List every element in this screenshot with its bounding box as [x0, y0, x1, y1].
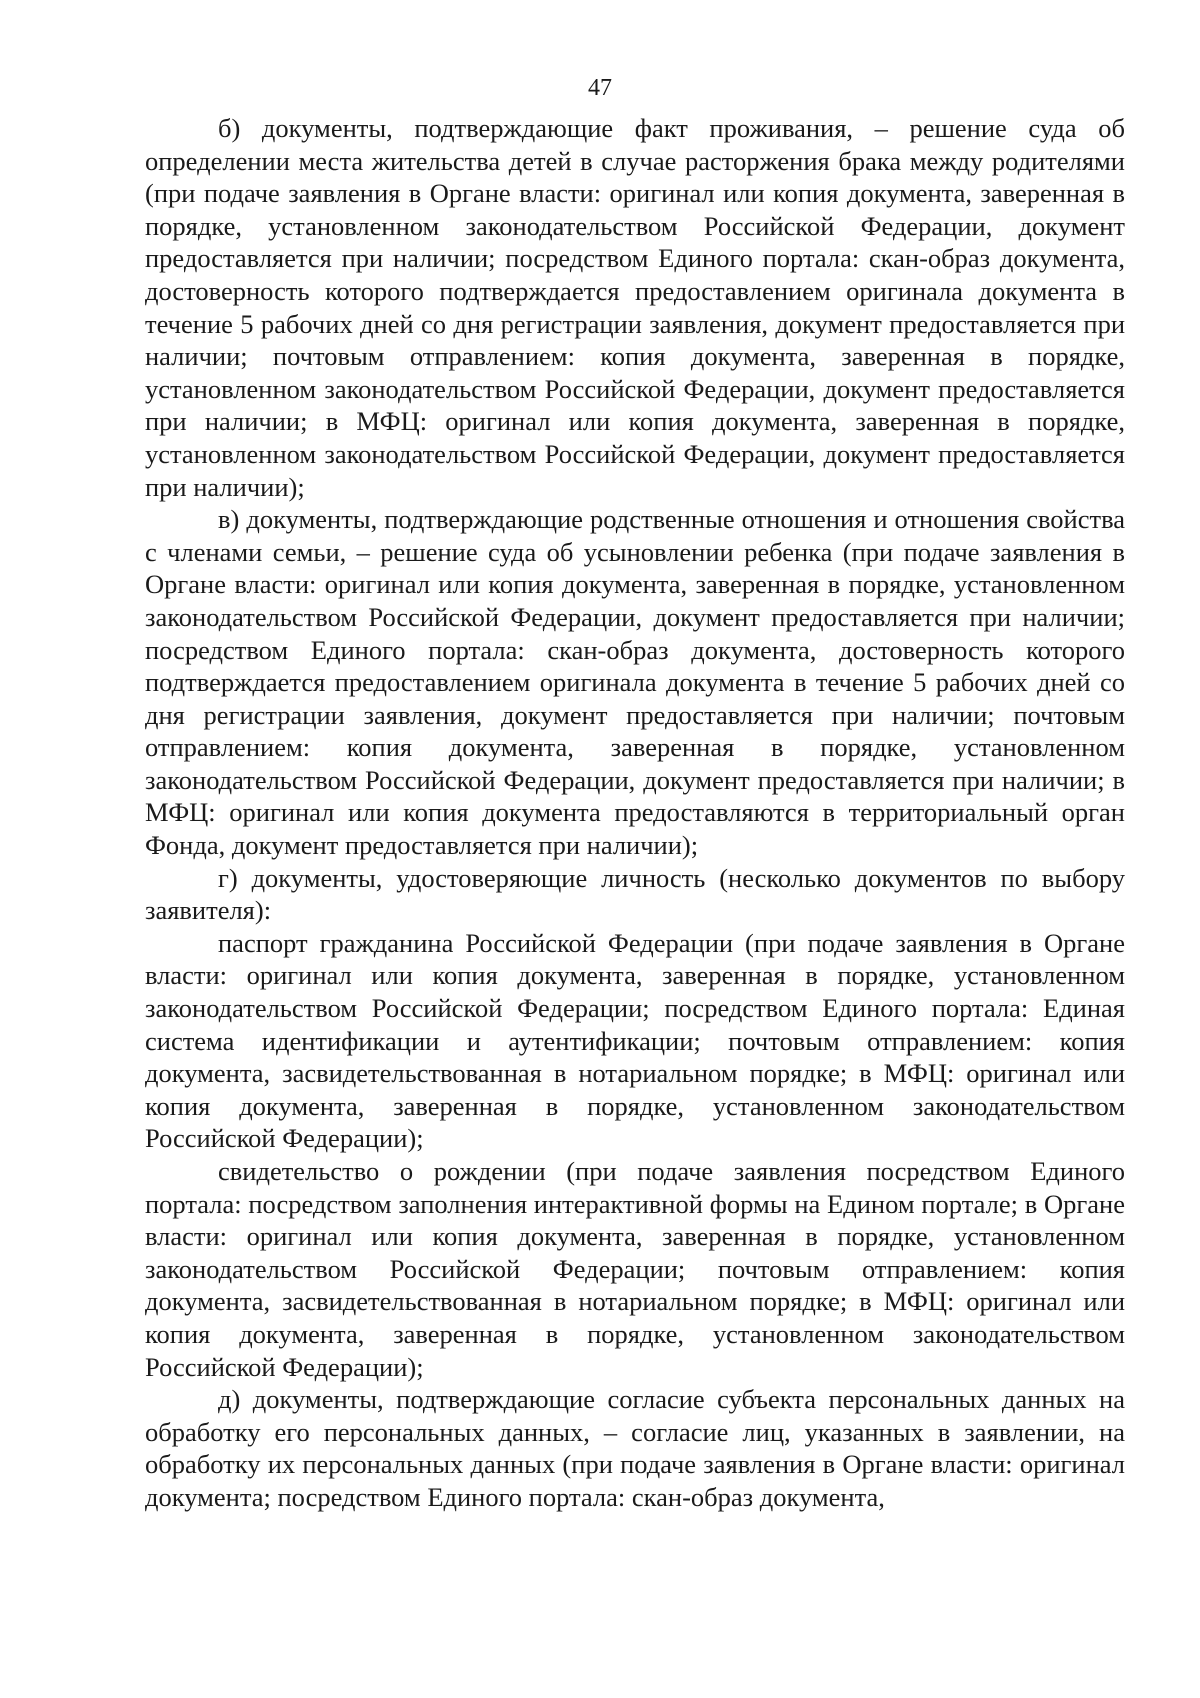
page-number: 47 — [588, 75, 612, 101]
paragraph-birth-certificate: свидетельство о рождении (при подаче заявления посредством Единого портала: посредством заполнения интерактивной формы на Едином портале; в Органе власти: оригинал или копия документа, заверенная в порядке, установленном законодательством Российской Федерации; почтовым отправлением: копия документа, засвидетельствованная в нотариальном порядке; в МФЦ: оригинал или копия документа, заверенная в порядке, установленном законодательством Российской Федерации); — [145, 1156, 1125, 1382]
paragraph-b-residence-documents: б) документы, подтверждающие факт проживания, – решение суда об определении места жительства детей в случае расторжения брака между родителями (при подаче заявления в Органе власти: оригинал или копия документа, заверенная в порядке, установленном законодательством Российской Федерации, документ предоставляется при наличии; посредством Единого портала: скан-образ документа, достоверность которого подтверждается предоставлением оригинала документа в течение 5 рабочих дней со дня регистрации заявления, документ предоставляется при наличии; почтовым отправлением: копия документа, заверенная в порядке, установленном законодательством Российской Федерации, документ предоставляется при наличии; в МФЦ: оригинал или копия документа, заверенная в порядке, установленном законодательством Российской Федерации, документ предоставляется при наличии); — [145, 113, 1125, 502]
paragraph-d-consent-documents: д) документы, подтверждающие согласие субъекта персональных данных на обработку его персональных данных, – согласие лиц, указанных в заявлении, на обработку их персональных данных (при подаче заявления в Органе власти: оригинал документа; посредством Единого портала: скан-образ документа, — [145, 1384, 1125, 1512]
paragraph-g-identity-documents: г) документы, удостоверяющие личность (несколько документов по выбору заявителя): — [145, 862, 1125, 926]
paragraph-v-kinship-documents: в) документы, подтверждающие родственные отношения и отношения свойства с членами семьи, – решение суда об усыновлении ребенка (при подаче заявления в Органе власти: оригинал или копия документа, заверенная в порядке, установленном законодательством Российской Федерации, документ предоставляется при наличии; посредством Единого портала: скан-образ документа, достоверность которого подтверждается предоставлением оригинала документа в течение 5 рабочих дней со дня регистрации заявления, документ предоставляется при наличии; почтовым отправлением: копия документа, заверенная в порядке, установленном законодательством Российской Федерации, документ предоставляется при наличии; в МФЦ: оригинал или копия документа предоставляются в территориальный орган Фонда, документ предоставляется при наличии); — [145, 504, 1125, 861]
paragraph-passport: паспорт гражданина Российской Федерации (при подаче заявления в Органе власти: оригинал или копия документа, заверенная в порядке, установленном законодательством Российской Федерации; посредством Единого портала: Единая система идентификации и аутентификации; почтовым отправлением: копия документа, засвидетельствованная в нотариальном порядке; в МФЦ: оригинал или копия документа, заверенная в порядке, установленном законодательством Российской Федерации); — [145, 927, 1125, 1154]
document-body — [145, 112, 1125, 1514]
